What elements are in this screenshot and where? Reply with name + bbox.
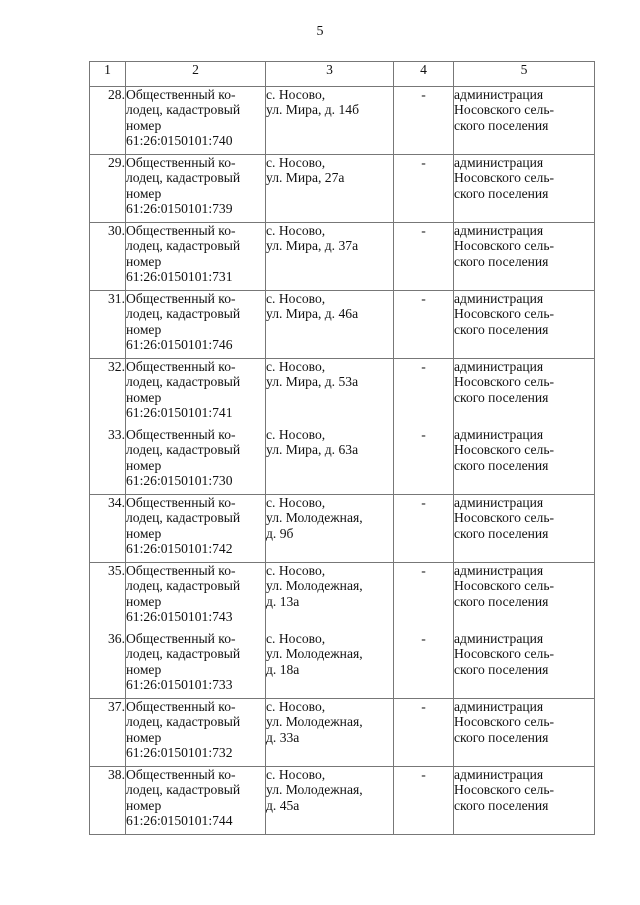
address-line: с. Носово, (266, 767, 326, 782)
address-line: с. Носово, (266, 699, 326, 714)
object-name-line: Общественный ко- (126, 427, 236, 442)
owner-line: Носовского сель- (454, 782, 555, 798)
object-name-line: номер (126, 117, 162, 133)
column-header-4: 4 (394, 62, 454, 87)
area-cell: - (394, 291, 454, 359)
owner-line: администрация (454, 495, 544, 510)
object-name-line: Общественный ко- (126, 87, 236, 102)
owner-cell (454, 767, 595, 835)
address-line: ул. Молодежная, (266, 782, 363, 798)
table-row (90, 631, 595, 699)
object-name-line: лодец, кадастровый (126, 306, 241, 322)
address-line: д. 13а (266, 593, 300, 609)
owner-line: ского поселения (454, 661, 549, 677)
object-name-line: номер (126, 729, 162, 745)
owner-line: администрация (454, 87, 544, 102)
object-name-line: лодец, кадастровый (126, 238, 241, 254)
owner-line: Носовского сель- (454, 306, 555, 322)
table-row (90, 87, 595, 155)
column-header-3: 3 (266, 62, 394, 87)
owner-line: администрация (454, 427, 544, 442)
owner-cell (454, 87, 595, 155)
area-cell: - (394, 87, 454, 155)
owner-cell (454, 359, 595, 427)
address-line: ул. Мира, д. 53а (266, 374, 359, 390)
address-line: ул. Молодежная, (266, 578, 363, 594)
table-row (90, 155, 595, 223)
owner-line: Носовского сель- (454, 578, 555, 594)
object-name-line: 61:26:0150101:732 (126, 745, 233, 761)
owner-cell (454, 631, 595, 699)
object-name-line: лодец, кадастровый (126, 442, 241, 458)
table-row (90, 427, 595, 495)
owner-line: ского поселения (454, 525, 549, 541)
owner-line: ского поселения (454, 185, 549, 201)
object-name-line: номер (126, 525, 162, 541)
owner-cell (454, 155, 595, 223)
table-body (90, 87, 595, 835)
object-name-cell (126, 495, 266, 563)
area-cell: - (394, 223, 454, 291)
object-name-line: Общественный ко- (126, 699, 236, 714)
row-number: 34. (90, 495, 126, 563)
object-name-line: номер (126, 661, 162, 677)
address-line: ул. Мира, д. 37а (266, 238, 359, 254)
owner-line: администрация (454, 563, 544, 578)
column-header-2: 2 (126, 62, 266, 87)
owner-line: ского поселения (454, 457, 549, 473)
object-name-line: лодец, кадастровый (126, 374, 241, 390)
area-cell: - (394, 427, 454, 495)
table-row (90, 291, 595, 359)
address-line: с. Носово, (266, 359, 326, 374)
object-name-line: 61:26:0150101:743 (126, 609, 233, 625)
address-cell (266, 87, 394, 155)
object-name-cell (126, 767, 266, 835)
object-name-line: Общественный ко- (126, 563, 236, 578)
object-name-line: лодец, кадастровый (126, 714, 241, 730)
owner-line: Носовского сель- (454, 374, 555, 390)
area-cell: - (394, 155, 454, 223)
area-cell: - (394, 495, 454, 563)
object-name-cell (126, 359, 266, 427)
owner-line: администрация (454, 699, 544, 714)
object-name-line: Общественный ко- (126, 291, 236, 306)
owner-cell (454, 699, 595, 767)
owner-line: администрация (454, 223, 544, 238)
object-name-line: 61:26:0150101:733 (126, 677, 233, 693)
table-row (90, 767, 595, 835)
address-line: д. 45а (266, 797, 300, 813)
row-number: 32. (90, 359, 126, 427)
address-cell (266, 767, 394, 835)
object-name-line: лодец, кадастровый (126, 782, 241, 798)
object-name-cell (126, 427, 266, 495)
owner-line: Носовского сель- (454, 714, 555, 730)
owner-line: администрация (454, 359, 544, 374)
object-name-line: номер (126, 389, 162, 405)
object-name-line: лодец, кадастровый (126, 170, 241, 186)
column-header-1: 1 (90, 62, 126, 87)
address-line: с. Носово, (266, 495, 326, 510)
address-line: ул. Молодежная, (266, 646, 363, 662)
object-name-line: 61:26:0150101:741 (126, 405, 233, 421)
object-name-line: Общественный ко- (126, 495, 236, 510)
object-name-line: 61:26:0150101:739 (126, 201, 233, 217)
address-cell (266, 631, 394, 699)
object-name-line: лодец, кадастровый (126, 578, 241, 594)
object-name-cell (126, 223, 266, 291)
registry-table (89, 61, 595, 835)
address-cell (266, 291, 394, 359)
owner-cell (454, 291, 595, 359)
object-name-cell (126, 87, 266, 155)
row-number: 30. (90, 223, 126, 291)
address-line: с. Носово, (266, 223, 326, 238)
owner-line: администрация (454, 767, 544, 782)
object-name-line: номер (126, 185, 162, 201)
address-cell (266, 155, 394, 223)
column-header-5: 5 (454, 62, 595, 87)
object-name-line: Общественный ко- (126, 155, 236, 170)
table-header (90, 62, 595, 87)
object-name-line: номер (126, 321, 162, 337)
object-name-cell (126, 699, 266, 767)
object-name-line: лодец, кадастровый (126, 102, 241, 118)
object-name-line: 61:26:0150101:744 (126, 813, 233, 829)
object-name-line: номер (126, 593, 162, 609)
object-name-line: 61:26:0150101:740 (126, 133, 233, 149)
address-cell (266, 699, 394, 767)
object-name-line: лодец, кадастровый (126, 646, 241, 662)
row-number: 28. (90, 87, 126, 155)
table-row (90, 495, 595, 563)
object-name-line: 61:26:0150101:730 (126, 473, 233, 489)
address-cell (266, 427, 394, 495)
object-name-line: Общественный ко- (126, 223, 236, 238)
object-name-line: 61:26:0150101:731 (126, 269, 233, 285)
owner-cell (454, 563, 595, 631)
object-name-line: Общественный ко- (126, 631, 236, 646)
table-row (90, 699, 595, 767)
object-name-line: 61:26:0150101:746 (126, 337, 233, 353)
address-line: ул. Молодежная, (266, 510, 363, 526)
owner-cell (454, 427, 595, 495)
table-row (90, 223, 595, 291)
row-number: 31. (90, 291, 126, 359)
address-line: с. Носово, (266, 291, 326, 306)
object-name-line: 61:26:0150101:742 (126, 541, 233, 557)
address-line: с. Носово, (266, 155, 326, 170)
address-line: ул. Мира, д. 46а (266, 306, 359, 322)
address-line: д. 18а (266, 661, 300, 677)
owner-line: администрация (454, 291, 544, 306)
address-cell (266, 359, 394, 427)
area-cell: - (394, 359, 454, 427)
area-cell: - (394, 767, 454, 835)
row-number: 35. (90, 563, 126, 631)
owner-line: Носовского сель- (454, 646, 555, 662)
owner-line: ского поселения (454, 593, 549, 609)
row-number: 29. (90, 155, 126, 223)
area-cell: - (394, 563, 454, 631)
address-line: с. Носово, (266, 87, 326, 102)
table-row (90, 563, 595, 631)
address-line: с. Носово, (266, 427, 326, 442)
address-line: д. 9б (266, 525, 294, 541)
row-number: 36. (90, 631, 126, 699)
owner-line: ского поселения (454, 729, 549, 745)
address-cell (266, 223, 394, 291)
object-name-line: номер (126, 797, 162, 813)
address-line: д. 33а (266, 729, 300, 745)
object-name-line: лодец, кадастровый (126, 510, 241, 526)
object-name-line: Общественный ко- (126, 359, 236, 374)
owner-line: Носовского сель- (454, 238, 555, 254)
object-name-cell (126, 631, 266, 699)
object-name-line: Общественный ко- (126, 767, 236, 782)
owner-cell (454, 223, 595, 291)
owner-cell (454, 495, 595, 563)
owner-line: Носовского сель- (454, 170, 555, 186)
address-cell (266, 495, 394, 563)
object-name-line: номер (126, 253, 162, 269)
address-line: ул. Мира, 27а (266, 170, 345, 186)
area-cell: - (394, 631, 454, 699)
owner-line: ского поселения (454, 321, 549, 337)
owner-line: ского поселения (454, 389, 549, 405)
owner-line: администрация (454, 155, 544, 170)
object-name-cell (126, 291, 266, 359)
owner-line: Носовского сель- (454, 510, 555, 526)
owner-line: ского поселения (454, 797, 549, 813)
address-line: ул. Мира, д. 14б (266, 102, 359, 118)
row-number: 37. (90, 699, 126, 767)
owner-line: Носовского сель- (454, 442, 555, 458)
object-name-cell (126, 563, 266, 631)
area-cell: - (394, 699, 454, 767)
object-name-cell (126, 155, 266, 223)
owner-line: ского поселения (454, 117, 549, 133)
header-row (90, 62, 595, 87)
address-line: с. Носово, (266, 563, 326, 578)
owner-line: администрация (454, 631, 544, 646)
address-cell (266, 563, 394, 631)
address-line: ул. Мира, д. 63а (266, 442, 359, 458)
address-line: с. Носово, (266, 631, 326, 646)
object-name-line: номер (126, 457, 162, 473)
owner-line: ского поселения (454, 253, 549, 269)
address-line: ул. Молодежная, (266, 714, 363, 730)
page-number: 5 (316, 24, 324, 39)
table-row (90, 359, 595, 427)
row-number: 38. (90, 767, 126, 835)
row-number: 33. (90, 427, 126, 495)
owner-line: Носовского сель- (454, 102, 555, 118)
